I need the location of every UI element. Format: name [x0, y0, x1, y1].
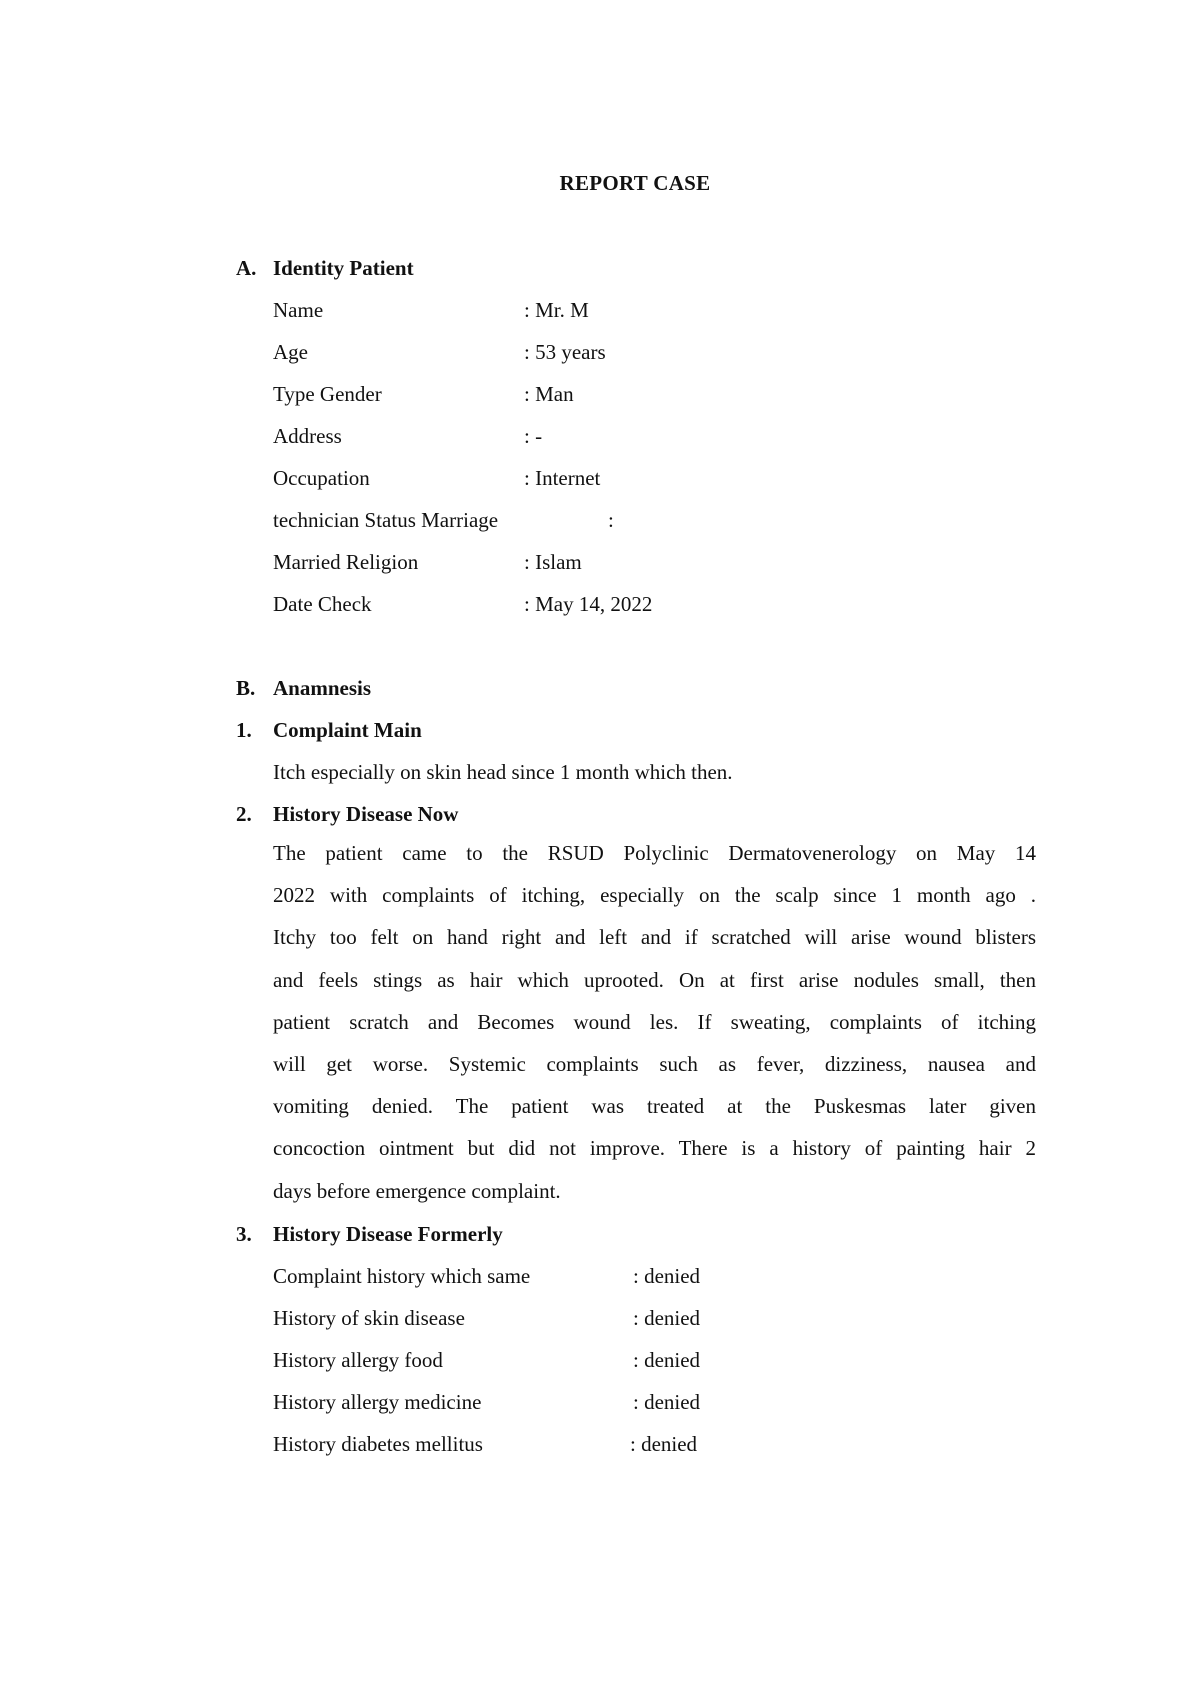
identity-value: : — [608, 508, 614, 532]
paragraph-line: 2022 with complaints of itching, especially on the scalp since 1 month ago . — [273, 883, 1036, 908]
identity-value: : - — [524, 424, 543, 448]
history-value: : denied — [633, 1306, 701, 1330]
history-value: : denied — [633, 1264, 701, 1288]
identity-value: : 53 years — [524, 340, 606, 364]
section-b-letter: B. — [236, 676, 256, 700]
section-b-heading: Anamnesis — [273, 676, 372, 700]
identity-value: : May 14, 2022 — [524, 592, 653, 616]
complaint-main-text: Itch especially on skin head since 1 month which then. — [273, 760, 733, 784]
item-heading: History Disease Formerly — [273, 1222, 503, 1246]
identity-label: Married Religion — [273, 550, 419, 574]
identity-label: Name — [273, 298, 324, 322]
item-number: 3. — [236, 1222, 252, 1246]
history-label: Complaint history which same — [273, 1264, 531, 1288]
identity-label: Type Gender — [273, 382, 382, 406]
identity-label: Address — [273, 424, 342, 448]
identity-value: : Islam — [524, 550, 582, 574]
identity-value: : Internet — [524, 466, 601, 490]
history-now-paragraph — [273, 832, 1036, 1212]
history-value: : denied — [630, 1432, 698, 1456]
identity-value: : Mr. M — [524, 298, 589, 322]
paragraph-line: will get worse. Systemic complaints such as fever, dizziness, nausea and — [273, 1051, 1036, 1076]
history-label: History of skin disease — [273, 1306, 465, 1330]
identity-label: Occupation — [273, 466, 370, 490]
item-heading: History Disease Now — [273, 802, 459, 826]
history-value: : denied — [633, 1390, 701, 1414]
paragraph-line: patient scratch and Becomes wound les. If sweating, complaints of itching — [273, 1009, 1036, 1034]
paragraph-line: concoction ointment but did not improve. There is a history of painting hair 2 — [273, 1136, 1036, 1161]
paragraph-line: and feels stings as hair which uprooted. On at first arise nodules small, then — [273, 967, 1036, 992]
identity-label: technician Status Marriage — [273, 508, 499, 532]
page-title: REPORT CASE — [559, 171, 711, 195]
paragraph-line: days before emergence complaint. — [273, 1178, 561, 1203]
item-number: 1. — [236, 718, 252, 742]
identity-value: : Man — [524, 382, 574, 406]
identity-label: Age — [273, 340, 308, 364]
paragraph-line: vomiting denied. The patient was treated at the Puskesmas later given — [273, 1094, 1036, 1119]
history-label: History diabetes mellitus — [273, 1432, 483, 1456]
section-a-letter: A. — [236, 256, 257, 280]
paragraph-line: Itchy too felt on hand right and left and if scratched will arise wound blisters — [273, 925, 1036, 950]
item-heading: Complaint Main — [273, 718, 422, 742]
section-a-heading: Identity Patient — [273, 256, 414, 280]
identity-label: Date Check — [273, 592, 372, 616]
item-number: 2. — [236, 802, 252, 826]
history-value: : denied — [633, 1348, 701, 1372]
history-label: History allergy medicine — [273, 1390, 482, 1414]
history-label: History allergy food — [273, 1348, 443, 1372]
paragraph-line: The patient came to the RSUD Polyclinic Dermatovenerology on May 14 — [273, 841, 1036, 865]
